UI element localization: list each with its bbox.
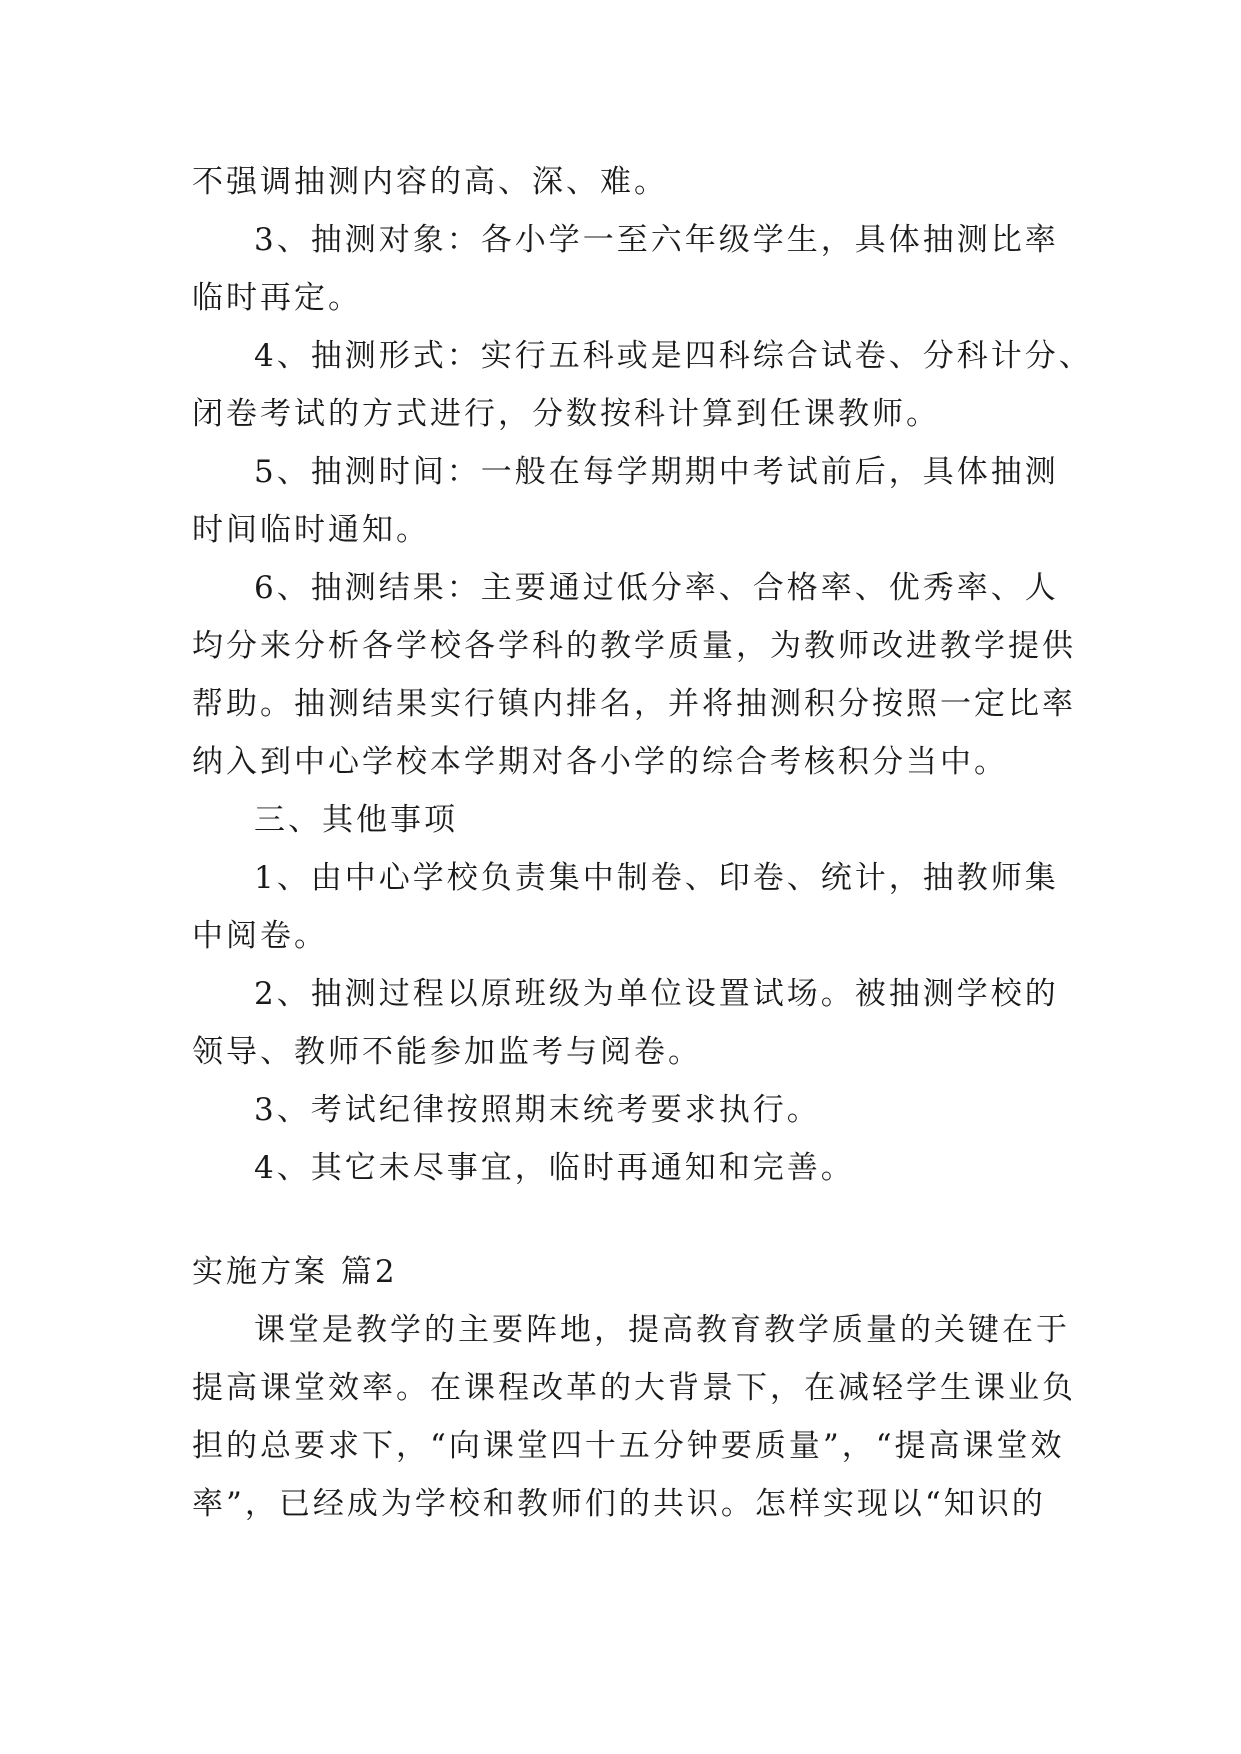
text-line: 领导、教师不能参加监考与阅卷。 <box>192 1034 702 1070</box>
text-line: 均分来分析各学校各学科的教学质量，为教师改进教学提供 <box>192 628 1076 664</box>
text-line: 6、抽测结果：主要通过低分率、合格率、优秀率、人 <box>254 570 1059 606</box>
section-heading: 三、其他事项 <box>254 802 458 838</box>
text-line: 3、抽测对象：各小学一至六年级学生，具体抽测比率 <box>254 222 1059 258</box>
text-line: 1、由中心学校负责集中制卷、印卷、统计，抽教师集 <box>254 860 1059 896</box>
text-line: 纳入到中心学校本学期对各小学的综合考核积分当中。 <box>192 744 1008 780</box>
text-line: 3、考试纪律按照期末统考要求执行。 <box>254 1092 821 1128</box>
text-line: 闭卷考试的方式进行，分数按科计算到任课教师。 <box>192 396 940 432</box>
text-line: 担的总要求下，“向课堂四十五分钟要质量”，“提高课堂效 <box>192 1428 1065 1464</box>
text-line: 临时再定。 <box>192 280 362 316</box>
text-line: 2、抽测过程以原班级为单位设置试场。被抽测学校的 <box>254 976 1059 1012</box>
text-line: 4、抽测形式：实行五科或是四科综合试卷、分科计分、 <box>254 338 1093 374</box>
text-line: 提高课堂效率。在课程改革的大背景下，在减轻学生课业负 <box>192 1370 1076 1406</box>
text-line: 4、其它未尽事宜，临时再通知和完善。 <box>254 1150 855 1186</box>
text-line: 不强调抽测内容的高、深、难。 <box>192 164 668 200</box>
text-line: 帮助。抽测结果实行镇内排名，并将抽测积分按照一定比率 <box>192 686 1076 722</box>
section-title: 实施方案 篇2 <box>192 1254 398 1290</box>
text-line: 课堂是教学的主要阵地，提高教育教学质量的关键在于 <box>254 1312 1070 1348</box>
text-line: 时间临时通知。 <box>192 512 430 548</box>
text-line: 中阅卷。 <box>192 918 328 954</box>
text-line: 5、抽测时间：一般在每学期期中考试前后，具体抽测 <box>254 454 1059 490</box>
text-line: 率”，已经成为学校和教师们的共识。怎样实现以“知识的 <box>192 1486 1046 1522</box>
